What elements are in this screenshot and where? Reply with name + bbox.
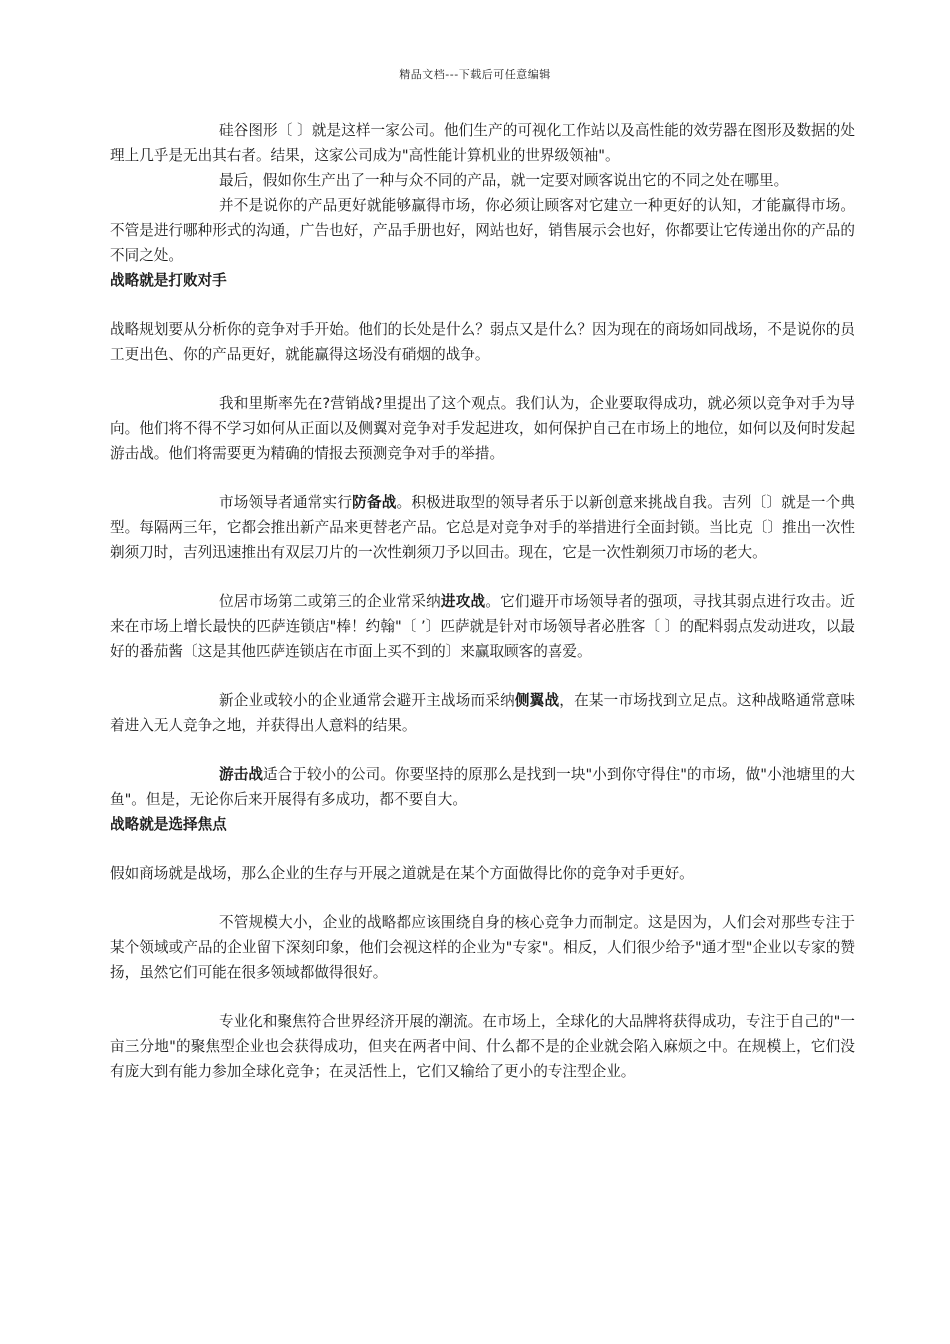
paragraph-text: 新企业或较小的企业通常会避开主战场而采纳 xyxy=(219,692,515,709)
paragraph xyxy=(110,762,855,812)
document-body xyxy=(110,118,855,1084)
paragraph: 战略规划要从分析你的竞争对手开始。他们的长处是什么？弱点又是什么？因为现在的商场如同战场，不是说你的员工更出色、你的产品更好，就能赢得这场没有硝烟的战争。 xyxy=(110,321,855,363)
paragraph: 不管规模大小，企业的战略都应该围绕自身的核心竞争力而制定。这是因为，人们会对那些专注于某个领域或产品的企业留下深刻印象，他们会视这样的企业为"专家"。相反，人们很少给予"通才型"企业以专家的赞扬，虽然它们可能在很多领域都做得很好。 xyxy=(110,914,855,981)
paragraph xyxy=(110,490,855,565)
paragraph: 假如商场就是战场，那么企业的生存与开展之道就是在某个方面做得比你的竞争对手更好。 xyxy=(110,865,694,882)
paragraph-text: 市场领导者通常实行 xyxy=(219,494,353,511)
keyword-bold: 防备战 xyxy=(352,494,397,511)
paragraph-text: 。它们避开市场领导者的强项，寻找其弱点进行攻击。近来在市场上增长最快的匹萨连锁店"棒！约翰"〔 ’〕匹萨就是针对市场领导者必胜客〔 〕的配料弱点发动进攻，以最好的番茄酱〔这是其他匹萨连锁店在市面上买不到的〕来赢取顾客的喜爱。 xyxy=(110,593,855,660)
paragraph-text: ，在某一市场找到立足点。这种战略通常意味着进入无人竞争之地，并获得出人意料的结果。 xyxy=(110,692,855,734)
paragraph: 最后，假如你生产出了一种与众不同的产品，就一定要对顾客说出它的不同之处在哪里。 xyxy=(219,172,789,189)
paragraph: 我和里斯率先在?营销战?里提出了这个观点。我们认为，企业要取得成功，就必须以竞争对手为导向。他们将不得不学习如何从正面以及侧翼对竞争对手发起进攻，如何保护自己在市场上的地位，如何以及何时发起游击战。他们将需要更为精确的情报去预测竞争对手的举措。 xyxy=(110,395,855,462)
paragraph: 专业化和聚焦符合世界经济开展的潮流。在市场上，全球化的大品牌将获得成功，专注于自己的"一亩三分地"的聚焦型企业也会获得成功，但夹在两者中间、什么都不是的企业就会陷入麻烦之中。在规模上，它们没有庞大到有能力参加全球化竞争；在灵活性上，它们又输给了更小的专注型企业。 xyxy=(110,1013,855,1080)
keyword-bold: 游击战 xyxy=(219,766,263,783)
paragraph xyxy=(110,589,855,664)
keyword-bold: 进攻战 xyxy=(440,593,486,610)
paragraph xyxy=(110,688,855,738)
paragraph: 并不是说你的产品更好就能够赢得市场，你必须让顾客对它建立一种更好的认知，才能赢得市场。不管是进行哪种形式的沟通，广告也好，产品手册也好，网站也好，销售展示会也好，你都要让它传递出你的产品的不同之处。 xyxy=(110,197,855,264)
paragraph-text: 位居市场第二或第三的企业常采纳 xyxy=(219,593,441,610)
page-header-watermark: 精品文档---下载后可任意编辑 xyxy=(399,68,551,81)
keyword-bold: 侧翼战 xyxy=(514,692,560,709)
section-heading: 战略就是选择焦点 xyxy=(110,816,227,833)
paragraph-text: 适合于较小的公司。你要坚持的原那么是找到一块"小到你守得住"的市场，做"小池塘里的大鱼"。但是，无论你后来开展得有多成功，都不要自大。 xyxy=(110,766,855,808)
paragraph-text: 。积极进取型的领导者乐于以新创意来挑战自我。吉列〔〕就是一个典型。每隔两三年，它都会推出新产品来更替老产品。它总是对竞争对手的举措进行全面封锁。当比克〔〕推出一次性剃须刀时，吉列迅速推出有双层刀片的一次性剃须刀予以回击。现在，它是一次性剃须刀市场的老大。 xyxy=(110,494,855,561)
paragraph: 硅谷图形〔 〕就是这样一家公司。他们生产的可视化工作站以及高性能的效劳器在图形及数据的处理上几乎是无出其右者。结果，这家公司成为"高性能计算机业的世界级领袖"。 xyxy=(110,122,855,164)
section-heading: 战略就是打败对手 xyxy=(110,272,227,289)
